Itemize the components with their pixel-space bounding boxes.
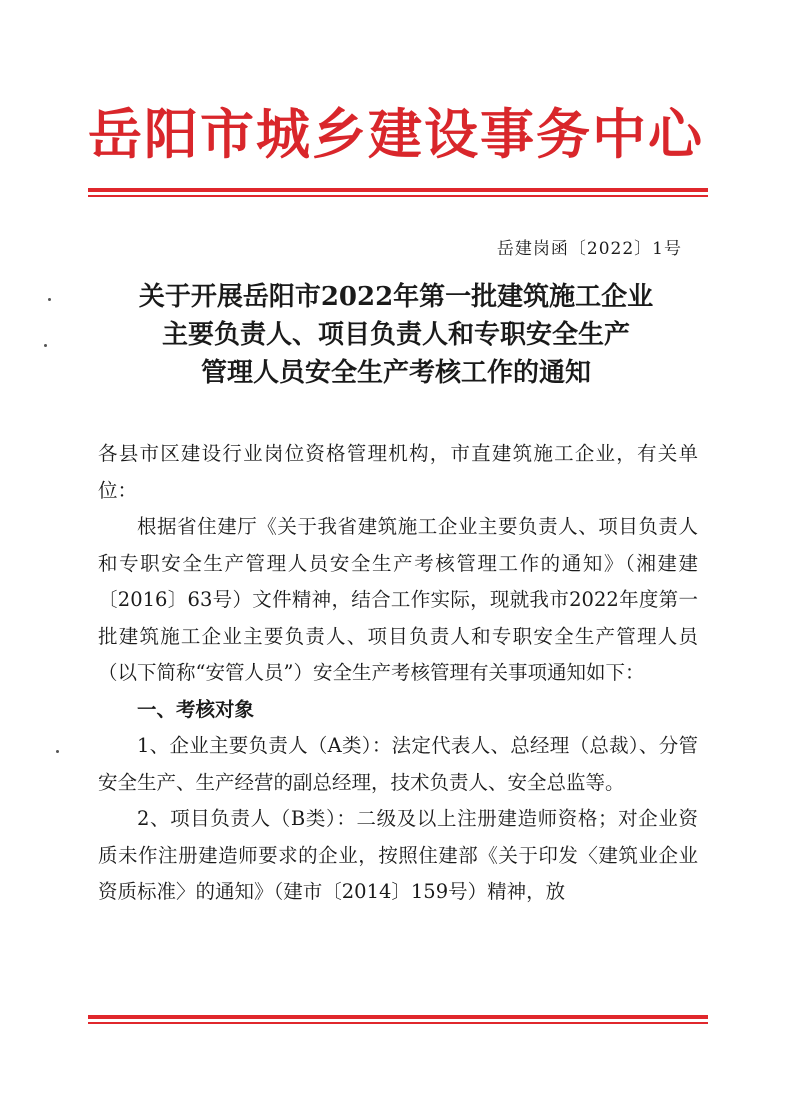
header-rule-thin: [88, 195, 708, 197]
title-line: 主要负责人、项目负责人和专职安全生产: [161, 320, 630, 350]
footer-rule-thin: [88, 1022, 708, 1024]
intro-paragraph: 根据省住建厅《关于我省建筑施工企业主要负责人、项目负责人和专职安全生产管理人员安全生产考核管理工作的通知》（湘建建〔2016〕63号）文件精神，结合工作实际，现就我市2022年度第一批建筑施工企业主要负责人、项目负责人和专职安全生产管理人员（以下简称“安管人员”）安全生产考核管理有关事项通知如下：: [98, 515, 698, 684]
document-number: 岳建岗函〔2022〕1号: [496, 239, 682, 259]
scan-speck: [44, 344, 47, 347]
document-body: [98, 436, 698, 911]
org-header-title: 岳阳市城乡建设事务中心: [88, 103, 704, 166]
list-item: 1、企业主要负责人（A类）：法定代表人、总经理（总裁）、分管安全生产、生产经营的副总经理，技术负责人、安全总监等。: [98, 734, 698, 794]
salutation: 各县市区建设行业岗位资格管理机构，市直建筑施工企业，有关单位：: [98, 442, 698, 502]
section-heading: 一、考核对象: [137, 697, 255, 721]
document-title: [80, 278, 712, 392]
header-rule-thick: [88, 188, 708, 192]
title-line: 关于开展岳阳市2022年第一批建筑施工企业: [138, 282, 654, 312]
scan-speck: [48, 298, 51, 301]
footer-rule-thick: [88, 1015, 708, 1019]
list-item: 2、项目负责人（B类）：二级及以上注册建造师资格；对企业资质未作注册建造师要求的企业，按照住建部《关于印发〈建筑业企业资质标准〉的通知》（建市〔2014〕159号）精神，放: [98, 807, 698, 903]
scan-speck: [56, 750, 59, 753]
title-line: 管理人员安全生产考核工作的通知: [200, 358, 591, 388]
